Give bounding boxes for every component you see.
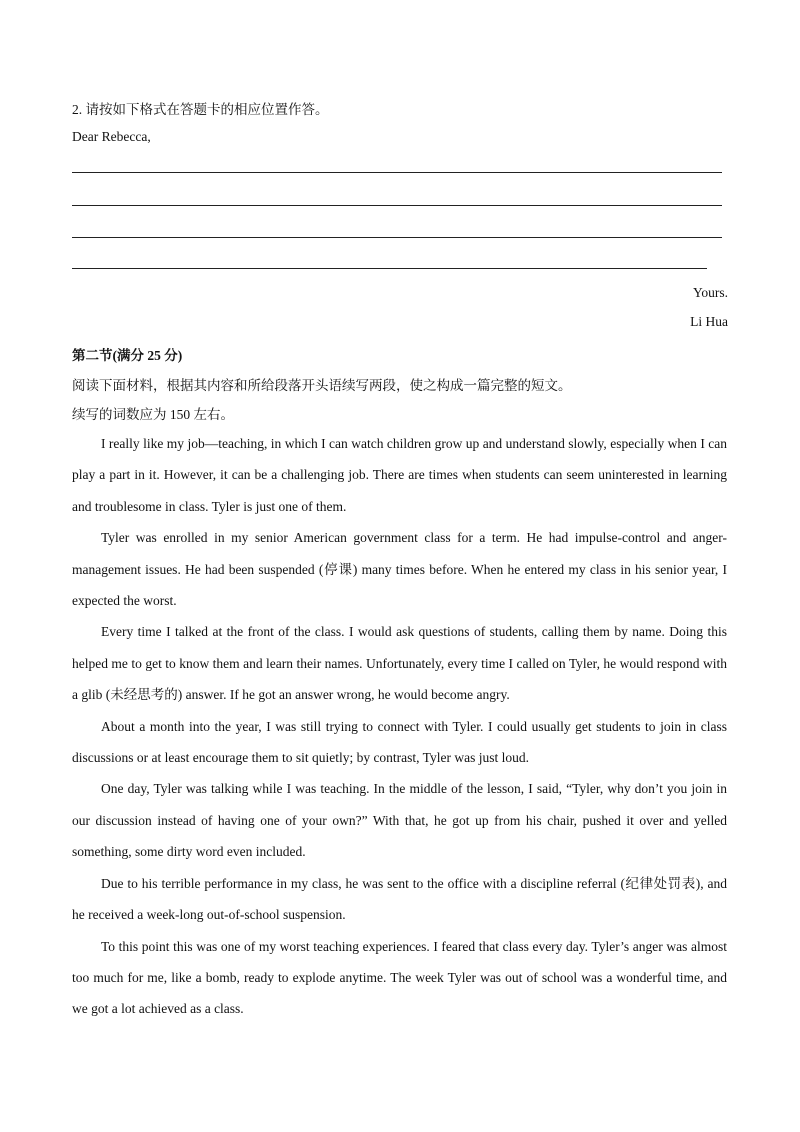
- letter-signature: Li Hua: [690, 314, 728, 329]
- answer-line-1: [72, 172, 722, 173]
- task-instruction-2: 续写的词数应为 150 左右。: [72, 407, 234, 422]
- passage-paragraph-6: Due to his terrible performance in my class, he was sent to the office with a discipline referral (纪律处罚表), and he received a week-long out-of-school suspension.: [72, 875, 727, 923]
- answer-line-3: [72, 237, 722, 238]
- letter-closing: Yours.: [692, 285, 728, 300]
- passage-paragraph-5: One day, Tyler was talking while I was teaching. In the middle of the lesson, I said, “Tyler, why don’t you join in our discussion instead of having one of your own?” With that, he got up from his chair, pushed it over and yelled something, some dirty word even included.: [72, 781, 727, 860]
- reading-passage: [72, 428, 727, 1025]
- answer-line-4: [72, 268, 707, 269]
- letter-salutation: Dear Rebecca,: [72, 129, 151, 144]
- passage-paragraph-4: About a month into the year, I was still trying to connect with Tyler. I could usually get students to join in class discussions or at least encourage them to sit quietly; by contrast, Tyler was just loud.: [72, 718, 727, 766]
- answer-format-instruction: 2. 请按如下格式在答题卡的相应位置作答。: [72, 102, 329, 117]
- answer-line-2: [72, 205, 722, 206]
- passage-paragraph-2: Tyler was enrolled in my senior American government class for a term. He had impulse-control and anger-management issues. He had been suspended (停课) many times before. When he entered my class in his senior year, I expected the worst.: [72, 530, 727, 609]
- passage-paragraph-3: Every time I talked at the front of the class. I would ask questions of students, calling them by name. Doing this helped me to get to know them and learn their names. Unfortunately, every time I called on Tyler, he would respond with a glib (未经思考的) answer. If he got an answer wrong, he would become angry.: [72, 624, 727, 703]
- section-title: 第二节(满分 25 分): [72, 348, 183, 363]
- passage-paragraph-7: To this point this was one of my worst teaching experiences. I feared that class every day. Tyler’s anger was almost too much for me, like a bomb, ready to explode anytime. The week Tyler was out of school was a wonderful time, and we got a lot achieved as a class.: [72, 938, 727, 1017]
- task-instruction-1: 阅读下面材料，根据其内容和所给段落开头语续写两段，使之构成一篇完整的短文。: [72, 378, 572, 393]
- passage-paragraph-1: I really like my job—teaching, in which I can watch children grow up and understand slowly, especially when I can play a part in it. However, it can be a challenging job. There are times when students can seem uninterested in learning and troublesome in class. Tyler is just one of them.: [72, 436, 727, 514]
